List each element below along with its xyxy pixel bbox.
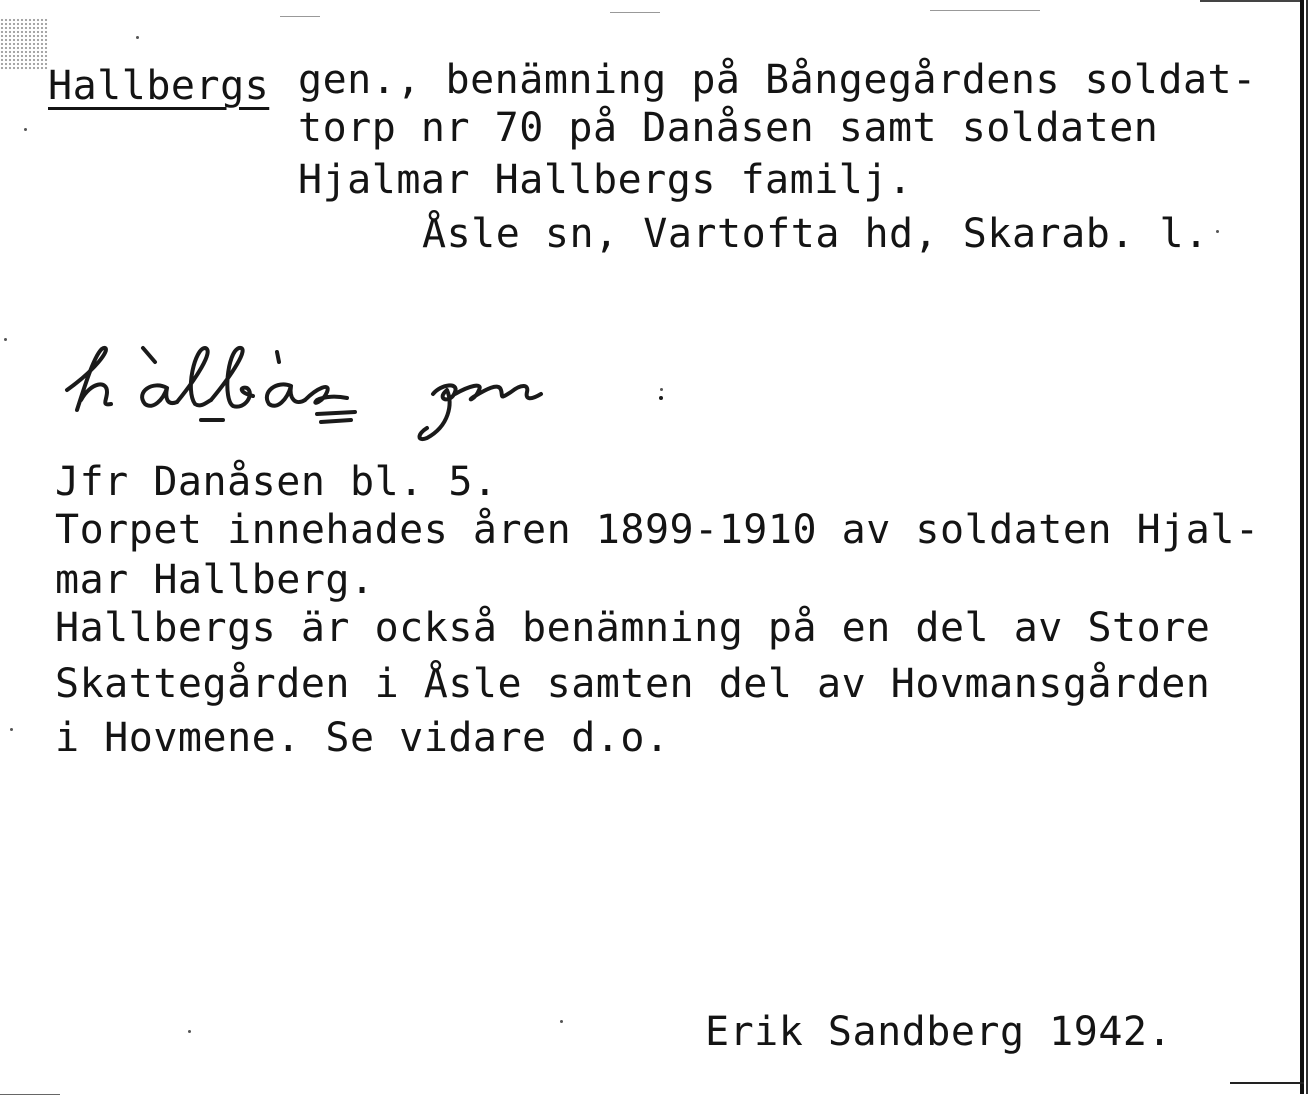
- definition-line-1: gen., benämning på Bångegårdens soldat-: [298, 57, 1257, 103]
- handwritten-pronunciation: [55, 330, 695, 450]
- definition-line-2: torp nr 70 på Danåsen samt soldaten: [298, 105, 1159, 151]
- scan-dot: [560, 1020, 563, 1023]
- scan-edge-right-inner: [1306, 0, 1308, 1094]
- scan-dot: [24, 128, 27, 131]
- definition-line-3: Hjalmar Hallbergs familj.: [298, 157, 913, 203]
- scan-mark: [280, 16, 320, 17]
- scan-dot: [10, 728, 13, 731]
- scan-mark: [610, 12, 660, 13]
- scan-dot: [188, 1030, 191, 1033]
- signature: Erik Sandberg 1942.: [705, 1009, 1173, 1055]
- note-line-6: i Hovmene. Se vidare d.o.: [55, 715, 670, 761]
- scan-mark: [0, 1094, 60, 1095]
- scan-noise: [0, 18, 48, 70]
- parish-location: Åsle sn, Vartofta hd, Skarab. l.: [422, 211, 1209, 257]
- note-line-1: Jfr Danåsen bl. 5.: [55, 459, 498, 505]
- scan-edge-right: [1300, 0, 1304, 1094]
- scan-dot: [1216, 230, 1219, 233]
- scan-mark: [930, 10, 1040, 11]
- scan-edge-top: [1200, 0, 1304, 2]
- headword: Hallbergs: [48, 63, 270, 109]
- note-line-2: Torpet innehades åren 1899-1910 av soldaten Hjal-: [55, 507, 1260, 553]
- note-line-5: Skattegården i Åsle samten del av Hovmansgården: [55, 661, 1211, 707]
- scan-dot: [136, 36, 139, 39]
- scan-edge-bottom: [1230, 1082, 1304, 1084]
- note-line-3: mar Hallberg.: [55, 557, 375, 603]
- scan-dot: [4, 338, 7, 341]
- note-line-4: Hallbergs är också benämning på en del av Store: [55, 605, 1211, 651]
